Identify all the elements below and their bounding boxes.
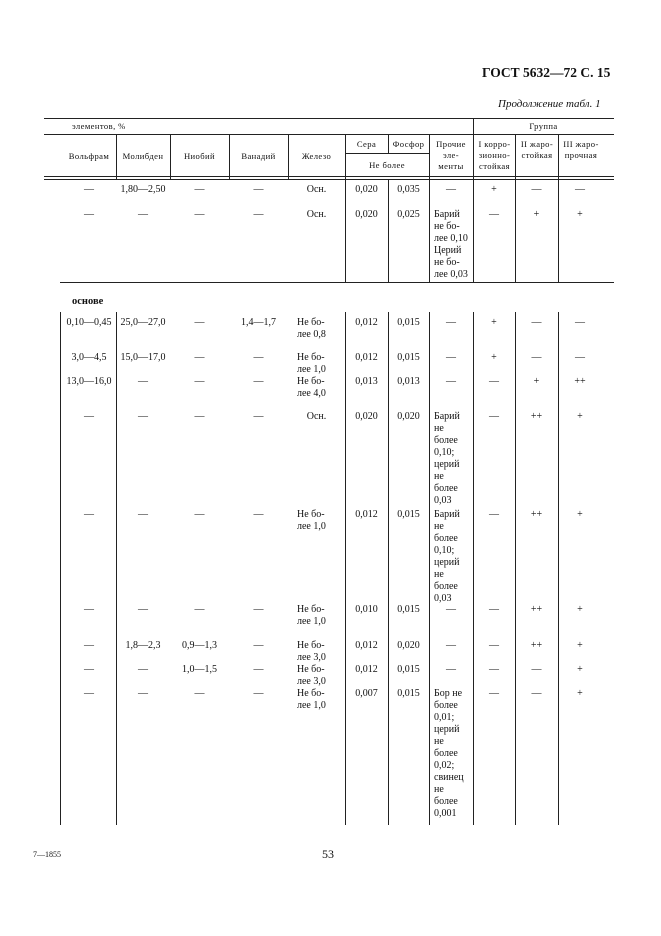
- cell-group-3: +: [577, 664, 583, 675]
- cell-other: —: [446, 184, 456, 195]
- cell-group-2: +: [533, 209, 540, 220]
- cell-molybdenum: —: [138, 509, 148, 520]
- page-number: 53: [322, 847, 334, 861]
- cell-niobium: —: [194, 411, 205, 422]
- cell-niobium: —: [194, 209, 205, 220]
- cell-other: —: [446, 604, 456, 615]
- body-col-divider: [558, 312, 559, 825]
- body-col-divider: [515, 312, 516, 825]
- cell-iron: Не бо- лее 1,0: [297, 352, 326, 375]
- cell-other: —: [446, 376, 456, 387]
- cell-iron: Не бо- лее 3,0: [297, 664, 326, 687]
- cell-vanadium: —: [253, 352, 264, 363]
- cell-other: —: [446, 664, 456, 675]
- header-group: Группа: [529, 121, 558, 131]
- cell-other: Барий не бо- лее 0,10 Церий не бо- лее 0,03: [434, 209, 468, 280]
- cell-vanadium: —: [253, 688, 264, 699]
- page-header: ГОСТ 5632—72 С. 15: [482, 65, 611, 80]
- cell-molybdenum: —: [138, 376, 148, 387]
- cell-tungsten: —: [84, 688, 94, 699]
- cell-group-2: ++: [530, 640, 543, 651]
- cell-group-2: —: [531, 352, 542, 363]
- cell-group-3: +: [577, 688, 583, 699]
- cell-group-1: +: [491, 352, 497, 363]
- cell-vanadium: —: [253, 209, 264, 220]
- cell-sulfur: 0,012: [355, 640, 378, 651]
- header-sulfur: Сера: [356, 139, 377, 149]
- cell-group-2: ++: [530, 411, 543, 422]
- cell-group-1: —: [489, 411, 499, 422]
- cell-other: Барий не более 0,10; церий не более 0,03: [434, 509, 460, 604]
- cell-niobium: —: [194, 509, 205, 520]
- body-col-divider: [388, 312, 389, 825]
- cell-phosphorus: 0,035: [397, 184, 420, 195]
- cell-other: —: [446, 640, 456, 651]
- cell-iron: Не бо- лее 1,0: [297, 509, 326, 532]
- header-vanadium: Ванадий: [241, 151, 276, 161]
- cell-group-3: —: [575, 184, 585, 195]
- cell-tungsten: —: [84, 209, 94, 220]
- header-iron: Железо: [301, 151, 332, 161]
- cell-sulfur: 0,010: [355, 604, 378, 615]
- cell-sulfur: 0,013: [355, 376, 378, 387]
- cell-group-3: +: [577, 640, 583, 651]
- cell-group-3: +: [577, 411, 583, 422]
- body-col-divider: [345, 312, 346, 825]
- cell-group-1: +: [491, 317, 497, 328]
- cell-iron: Осн.: [306, 411, 327, 422]
- table-top-line: [44, 118, 614, 119]
- cell-other: Барий не более 0,10; церий не более 0,03: [434, 411, 460, 506]
- cell-tungsten: —: [84, 640, 94, 651]
- cell-molybdenum: 15,0—17,0: [120, 352, 166, 363]
- cell-vanadium: —: [253, 411, 264, 422]
- header-bottom-line-2: [44, 179, 614, 180]
- cell-group-1: —: [489, 376, 499, 387]
- cell-phosphorus: 0,015: [397, 352, 420, 363]
- cell-phosphorus: 0,025: [397, 209, 420, 220]
- header-group-1: I корро- зионно- стойкая: [478, 139, 511, 171]
- header-group-3: III жаро- прочная: [563, 139, 599, 160]
- cell-niobium: 0,9—1,3: [182, 640, 217, 651]
- cell-niobium: —: [194, 376, 205, 387]
- cell-phosphorus: 0,015: [397, 688, 420, 699]
- cell-phosphorus: 0,015: [397, 664, 420, 675]
- cell-molybdenum: 1,8—2,3: [125, 640, 161, 651]
- cell-group-3: —: [575, 317, 585, 328]
- cell-group-3: +: [577, 509, 583, 520]
- cell-group-2: —: [531, 184, 542, 195]
- cell-iron: Не бо- лее 1,0: [297, 688, 326, 711]
- cell-tungsten: —: [84, 411, 94, 422]
- cell-sulfur: 0,020: [355, 184, 378, 195]
- cell-vanadium: —: [253, 509, 264, 520]
- cell-molybdenum: 25,0—27,0: [120, 317, 166, 328]
- cell-molybdenum: —: [138, 604, 148, 615]
- cell-vanadium: —: [253, 640, 264, 651]
- cell-group-2: —: [531, 664, 542, 675]
- cell-vanadium: —: [253, 376, 264, 387]
- cell-sulfur: 0,012: [355, 317, 378, 328]
- header-col-divider: [429, 134, 430, 179]
- cell-tungsten: —: [84, 184, 94, 195]
- cell-group-3: +: [577, 209, 583, 220]
- body-col-divider: [473, 312, 474, 825]
- footer-print-code: 7—1855: [33, 850, 61, 859]
- cell-vanadium: —: [253, 604, 264, 615]
- cell-group-1: —: [489, 640, 499, 651]
- cell-phosphorus: 0,015: [397, 509, 420, 520]
- cell-group-2: +: [533, 376, 540, 387]
- cell-niobium: 1,0—1,5: [182, 664, 217, 675]
- continuation-label: Продолжение табл. 1: [498, 98, 601, 110]
- cell-tungsten: —: [84, 664, 94, 675]
- cell-niobium: —: [194, 317, 205, 328]
- cell-group-1: —: [489, 664, 499, 675]
- cell-group-3: ++: [574, 376, 586, 387]
- header-phosphorus: Фосфор: [392, 139, 425, 149]
- cell-molybdenum: 1,80—2,50: [120, 184, 166, 195]
- cell-group-3: +: [577, 604, 583, 615]
- header-molybdenum: Молибден: [122, 151, 164, 161]
- cell-sulfur: 0,012: [355, 664, 378, 675]
- sulfur-phosphorus-line: [345, 153, 429, 154]
- cell-sulfur: 0,007: [355, 688, 378, 699]
- header-not-more: Не более: [369, 160, 405, 170]
- cell-niobium: —: [194, 352, 205, 363]
- header-tungsten: Вольфрам: [68, 151, 110, 161]
- cell-vanadium: —: [253, 184, 264, 195]
- cell-molybdenum: —: [138, 411, 148, 422]
- cell-group-2: ++: [530, 604, 543, 615]
- cell-iron: Не бо- лее 3,0: [297, 640, 326, 663]
- cell-phosphorus: 0,015: [397, 604, 420, 615]
- cell-sulfur: 0,012: [355, 509, 378, 520]
- cell-group-1: —: [489, 509, 499, 520]
- cell-phosphorus: 0,013: [397, 376, 420, 387]
- body-col-divider: [429, 312, 430, 825]
- section-title: основе: [72, 296, 104, 307]
- cell-tungsten: —: [84, 604, 94, 615]
- cell-molybdenum: —: [138, 664, 148, 675]
- header-group-2: II жаро- стойкая: [520, 139, 554, 160]
- cell-sulfur: 0,012: [355, 352, 378, 363]
- header-elements-group: элементов, %: [72, 121, 126, 131]
- cell-group-1: —: [489, 604, 499, 615]
- cell-group-1: —: [489, 209, 499, 220]
- header-bottom-line: [44, 176, 614, 177]
- body-col-divider: [60, 312, 61, 825]
- cell-other: —: [446, 317, 456, 328]
- cell-group-1: +: [491, 184, 497, 195]
- cell-molybdenum: —: [138, 209, 148, 220]
- cell-iron: Не бо- лее 0,8: [297, 317, 326, 340]
- cell-group-3: —: [575, 352, 585, 363]
- table-group-line: [44, 134, 614, 135]
- cell-iron: Осн.: [306, 184, 327, 195]
- cell-phosphorus: 0,020: [397, 411, 420, 422]
- cell-molybdenum: —: [138, 688, 148, 699]
- cell-tungsten: 13,0—16,0: [66, 376, 112, 387]
- cell-tungsten: 3,0—4,5: [71, 352, 107, 363]
- cell-other: —: [446, 352, 456, 363]
- header-niobium: Ниобий: [183, 151, 216, 161]
- cell-vanadium: —: [253, 664, 264, 675]
- cell-phosphorus: 0,020: [397, 640, 420, 651]
- cell-group-2: ++: [530, 509, 543, 520]
- cell-sulfur: 0,020: [355, 411, 378, 422]
- cell-phosphorus: 0,015: [397, 317, 420, 328]
- cell-iron: Не бо- лее 1,0: [297, 604, 326, 627]
- cell-sulfur: 0,020: [355, 209, 378, 220]
- cell-other: Бор не более 0,01; церий не более 0,02; свинец не более 0,001: [434, 688, 464, 819]
- cell-niobium: —: [194, 688, 205, 699]
- cell-niobium: —: [194, 184, 205, 195]
- cell-group-2: —: [531, 688, 542, 699]
- cell-tungsten: —: [84, 509, 94, 520]
- cell-iron: Не бо- лее 4,0: [297, 376, 326, 399]
- body-col-divider: [116, 312, 117, 825]
- header-other-elements: Прочие эле- менты: [436, 139, 466, 171]
- cell-vanadium: 1,4—1,7: [241, 317, 276, 328]
- cell-iron: Осн.: [306, 209, 327, 220]
- cell-group-1: —: [489, 688, 499, 699]
- cell-group-2: —: [531, 317, 542, 328]
- cell-tungsten: 0,10—0,45: [66, 317, 112, 328]
- section-bottom-line: [60, 282, 614, 283]
- cell-niobium: —: [194, 604, 205, 615]
